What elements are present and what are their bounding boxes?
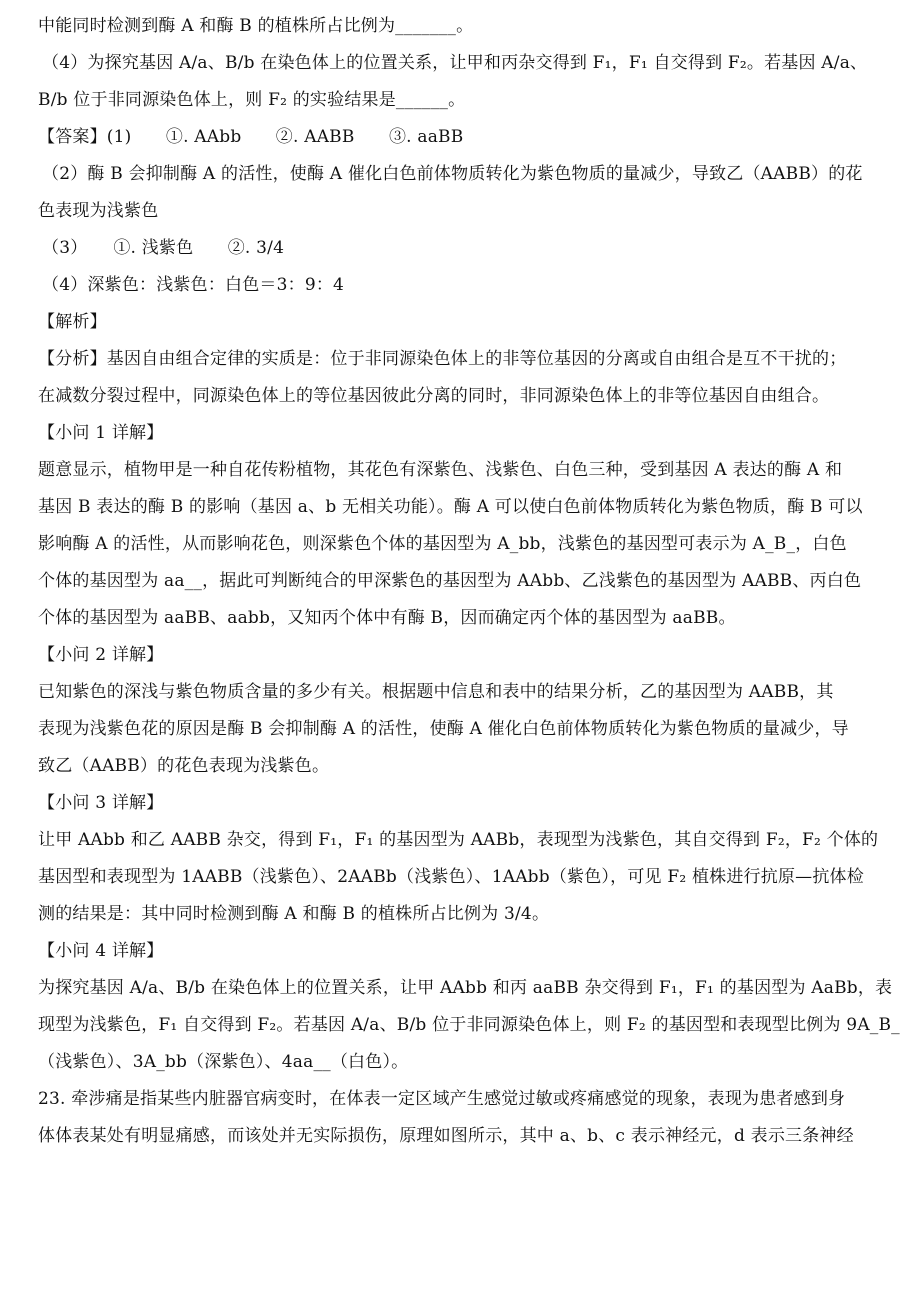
answer-3-line: （3） ①. 浅紫色 ②. 3/4 <box>42 238 285 258</box>
text-line: B/b 位于非同源染色体上，则 F₂ 的实验结果是______。 <box>38 90 466 110</box>
answer-4-line: （4）深紫色：浅紫色：白色＝3：9：4 <box>42 275 345 295</box>
explanation-line: 个体的基因型为 aa__，据此可判断纯合的甲深紫色的基因型为 AAbb、乙浅紫色的基因型为 AABB、丙白色 <box>38 571 862 591</box>
explanation-line: 让甲 AAbb 和乙 AABB 杂交，得到 F₁，F₁ 的基因型为 AABb，表现型为浅紫色，其自交得到 F₂，F₂ 个体的 <box>38 830 879 850</box>
explanation-line: 影响酶 A 的活性，从而影响花色，则深紫色个体的基因型为 A_bb，浅紫色的基因型可表示为 A_B_，白色 <box>38 534 847 554</box>
subquestion-3-heading: 【小问 3 详解】 <box>38 793 164 813</box>
explanation-line: 现型为浅紫色，F₁ 自交得到 F₂。若基因 A/a、B/b 位于非同源染色体上，则 F₂ 的基因型和表现型比例为 9A_B_ <box>38 1015 900 1035</box>
explanation-line: 题意显示，植物甲是一种自花传粉植物，其花色有深紫色、浅紫色、白色三种，受到基因 A 表达的酶 A 和 <box>38 460 843 480</box>
explanation-line: 基因型和表现型为 1AABB（浅紫色）、2AABb（浅紫色）、1AAbb（紫色），可见 F₂ 植株进行抗原—抗体检 <box>38 867 864 887</box>
text-line: 中能同时检测到酶 A 和酶 B 的植株所占比例为_______。 <box>38 16 474 36</box>
analysis-line: 【分析】基因自由组合定律的实质是：位于非同源染色体上的非等位基因的分离或自由组合是互不干扰的； <box>38 349 847 369</box>
subquestion-1-heading: 【小问 1 详解】 <box>38 423 164 443</box>
explanation-line: 个体的基因型为 aaBB、aabb，又知丙个体中有酶 B，因而确定丙个体的基因型为 aaBB。 <box>38 608 736 628</box>
analysis-heading: 【解析】 <box>38 312 107 332</box>
explanation-line: （浅紫色）、3A_bb（深紫色）、4aa__（白色）。 <box>38 1052 409 1072</box>
explanation-line: 为探究基因 A/a、B/b 在染色体上的位置关系，让甲 AAbb 和丙 aaBB 杂交得到 F₁，F₁ 的基因型为 AaBb，表 <box>38 978 893 998</box>
explanation-line: 已知紫色的深浅与紫色物质含量的多少有关。根据题中信息和表中的结果分析，乙的基因型为 AABB，其 <box>38 682 834 702</box>
answer-2-line: （2）酶 B 会抑制酶 A 的活性，使酶 A 催化白色前体物质转化为紫色物质的量减少，导致乙（AABB）的花 <box>42 164 863 184</box>
analysis-line: 在减数分裂过程中，同源染色体上的等位基因彼此分离的同时，非同源染色体上的非等位基因自由组合。 <box>38 386 830 406</box>
explanation-line: 测的结果是：其中同时检测到酶 A 和酶 B 的植株所占比例为 3/4。 <box>38 904 550 924</box>
answer-heading-line: 【答案】(1) ①. AAbb ②. AABB ③. aaBB <box>38 127 464 147</box>
text-line: 色表现为浅紫色 <box>38 201 159 221</box>
explanation-line: 致乙（AABB）的花色表现为浅紫色。 <box>38 756 330 776</box>
explanation-line: 基因 B 表达的酶 B 的影响（基因 a、b 无相关功能）。酶 A 可以使白色前体物质转化为紫色物质，酶 B 可以 <box>38 497 863 517</box>
subquestion-4-heading: 【小问 4 详解】 <box>38 941 164 961</box>
explanation-line: 表现为浅紫色花的原因是酶 B 会抑制酶 A 的活性，使酶 A 催化白色前体物质转化为紫色物质的量减少，导 <box>38 719 849 739</box>
question-4-line: （4）为探究基因 A/a、B/b 在染色体上的位置关系，让甲和丙杂交得到 F₁，F₁ 自交得到 F₂。若基因 A/a、 <box>42 53 868 73</box>
question-23-line: 23. 牵涉痛是指某些内脏器官病变时，在体表一定区域产生感觉过敏或疼痛感觉的现象，表现为患者感到身 <box>38 1089 846 1109</box>
question-23-line: 体体表某处有明显痛感，而该处并无实际损伤，原理如图所示，其中 a、b、c 表示神经元，d 表示三条神经 <box>38 1126 854 1146</box>
subquestion-2-heading: 【小问 2 详解】 <box>38 645 164 665</box>
